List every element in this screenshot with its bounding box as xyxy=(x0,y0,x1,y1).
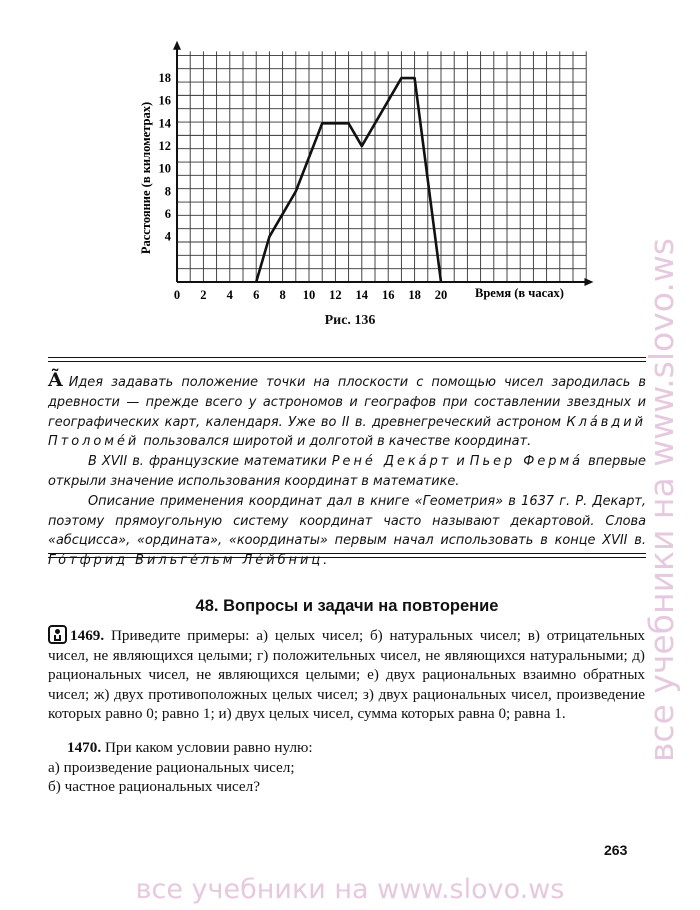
x-tick-label: 20 xyxy=(434,288,448,302)
x-axis-arrow xyxy=(584,278,593,286)
chart-ticks xyxy=(159,71,448,302)
y-tick-label: 12 xyxy=(158,139,171,154)
x-tick-label: 12 xyxy=(329,288,342,302)
problems-list xyxy=(48,625,645,797)
bottom-rule xyxy=(48,553,646,554)
chart-svg xyxy=(125,40,595,308)
history-note xyxy=(48,357,646,569)
x-axis-label: Время (в часах) xyxy=(475,286,564,300)
problem-1470-item-b: б) частное рациональных чисел? xyxy=(48,778,260,796)
top-rule xyxy=(48,357,646,358)
bottom-rule-2 xyxy=(48,557,646,558)
history-icon: Ã xyxy=(48,369,63,391)
top-rule-2 xyxy=(48,361,646,362)
watermark-bottom: все учебники на www.slovo.ws xyxy=(135,874,565,905)
x-tick-label: 2 xyxy=(200,288,207,302)
x-tick-label: 14 xyxy=(355,288,369,302)
problem-1470-item-a: а) произведение рациональных чисел; xyxy=(48,758,295,776)
problem-text: Приведите примеры: а) целых чисел; б) натуральных чисел; в) отрицательных чисел, не являющихся целыми; г) положительных чисел, не являющихся натуральными; д) рациональных чисел, не являющихся целыми; е) двух рациональных взаимно обратных чисел; ж) двух противоположных целых чисел; з) двух рациональных чисел, произведение которых равно 0; равно 1; и) двух целых чисел, сумма которых равна 0; равна 1. xyxy=(48,627,645,723)
y-axis-arrow xyxy=(173,41,181,50)
x-tick-label: 8 xyxy=(279,288,286,302)
y-tick-label: 16 xyxy=(158,93,171,108)
problem-1470 xyxy=(48,738,645,758)
history-paragraph-2: В XVII в. французские математики Ренé Декáрт и Пьер Фермá впервые открыли значение использования координат в математике. xyxy=(48,454,646,489)
y-axis-label: Расстояние (в километрах) xyxy=(139,101,153,255)
history-paragraph-3: Описание применения координат дал в книге «Геометрия» в 1637 г. Р. Декарт, поэтому прямоугольную систему координат часто называют декартовой. Слова «абсцисса», «ордината», «координаты» первым начал использовать в конце XVII в. Гóтфрид Вильгéльм Лéйбниц. xyxy=(48,493,646,569)
problem-1469 xyxy=(48,625,645,724)
history-text xyxy=(48,369,646,571)
y-tick-label: 18 xyxy=(158,71,171,86)
problem-text: При каком условии равно нулю: xyxy=(101,738,313,756)
history-paragraph-1: Ã Идея задавать положение точки на плоскости с помощью чисел зародилась в древности — прежде всего у астрономов и географов при составлении звездных и географических карт, календаря. Уже во II в. древнегреческий астроном Клáвдий Птоломéй пользовался широтой и долготой в качестве координат. xyxy=(48,369,646,450)
problem-number: 1469. xyxy=(70,627,105,644)
y-tick-label: 14 xyxy=(158,116,171,131)
y-tick-label: 6 xyxy=(164,207,171,222)
x-tick-label: 18 xyxy=(408,288,421,302)
section-title: 48. Вопросы и задачи на повторение xyxy=(195,597,499,615)
x-tick-label: 4 xyxy=(226,288,233,302)
oral-task-icon xyxy=(48,625,67,644)
x-tick-label: 6 xyxy=(253,288,260,302)
distance-time-chart xyxy=(125,40,595,308)
name-leibniz: Гóтфрид Вильгéльм Лéйбниц xyxy=(48,553,324,569)
name-fermat: Пьер Фермá xyxy=(469,454,584,470)
figure-caption: Рис. 136 xyxy=(324,313,376,328)
chart-grid xyxy=(177,51,586,282)
x-tick-label: 0 xyxy=(173,288,181,302)
x-tick-label: 10 xyxy=(302,288,316,302)
problem-number: 1470. xyxy=(66,738,102,756)
x-tick-label: 16 xyxy=(381,288,395,302)
y-tick-label: 10 xyxy=(158,161,171,176)
watermark-side: все учебники на www.slovo.ws xyxy=(642,237,681,763)
chart-axes xyxy=(173,41,593,286)
y-tick-label: 4 xyxy=(164,229,171,244)
y-tick-label: 8 xyxy=(164,184,171,199)
name-ptolemy: Клáвдий Птоломéй xyxy=(48,414,646,450)
name-descartes: Ренé Декáрт xyxy=(331,454,452,470)
page-number: 263 xyxy=(604,842,628,858)
